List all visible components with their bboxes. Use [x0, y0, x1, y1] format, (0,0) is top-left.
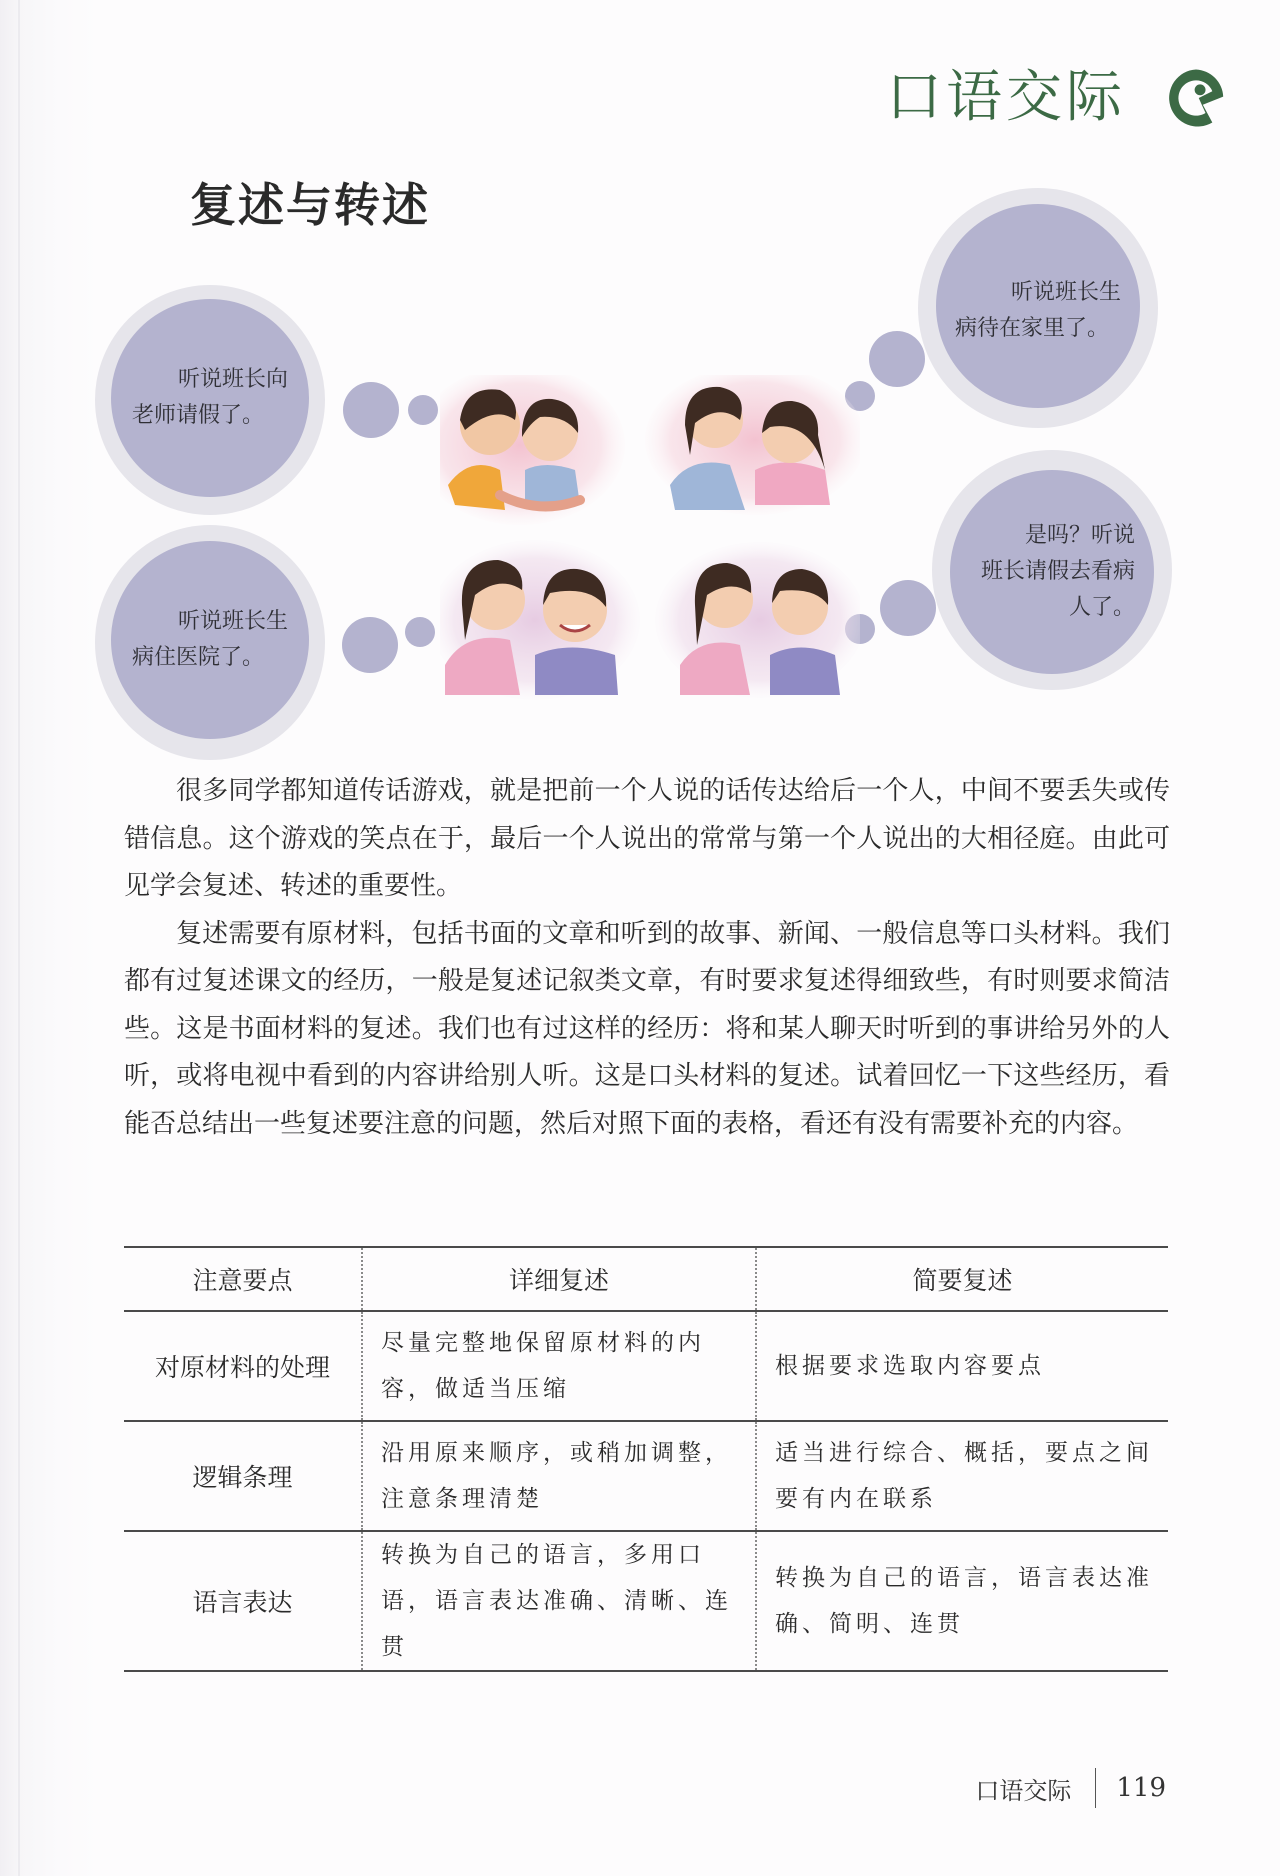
table-cell-detailed: 转换为自己的语言，多用口语，语言表达准确、清晰、连贯: [362, 1531, 756, 1671]
table-row: [124, 1531, 1168, 1671]
bubble-dot: [343, 382, 399, 438]
bubble-line: 病住医院了。: [132, 645, 265, 670]
table-row: [124, 1421, 1168, 1531]
section-header: [886, 58, 1230, 138]
speech-bubble-top-right: [918, 188, 1158, 428]
column-header: 注意要点: [124, 1247, 362, 1311]
panel-boy-whispers-to-girl: [440, 375, 625, 525]
bubble-line: 听说班长生: [177, 609, 288, 634]
bubble-line: 班长请假去看病人了。: [980, 559, 1135, 620]
footer-divider: [1095, 1768, 1096, 1808]
bubble-line: 听说班长向: [177, 367, 288, 392]
panel-girl-whispers-to-boy: [440, 540, 640, 700]
children-whispering-illustration: [440, 375, 860, 700]
table-cell-point: 语言表达: [124, 1531, 362, 1671]
page-number: 119: [1116, 1773, 1166, 1803]
speech-bubble-bottom-right: [932, 450, 1172, 690]
body-text: [124, 768, 1170, 1148]
bubble-line: 听说班长生: [1010, 280, 1121, 305]
bubble-line: 病待在家里了。: [955, 316, 1110, 341]
paragraph: 复述需要有原材料，包括书面的文章和听到的故事、新闻、一般信息等口头材料。我们都有过复述课文的经历，一般是复述记叙类文章，有时要求复述得细致些，有时则要求简洁些。这是书面材料的复述。我们也有过这样的经历：将和某人聊天时听到的事讲给另外的人听，或将电视中看到的内容讲给别人听。这是口头材料的复述。试着回忆一下这些经历，看能否总结出一些复述要注意的问题，然后对照下面的表格，看还有没有需要补充的内容。: [124, 918, 1170, 1139]
section-title: 口语交际: [886, 65, 1126, 130]
column-header: 详细复述: [362, 1247, 756, 1311]
table-cell-detailed: 尽量完整地保留原材料的内容，做适当压缩: [362, 1311, 756, 1421]
table-header-row: [124, 1247, 1168, 1311]
panel-girl-whispers-to-girl: [645, 375, 860, 515]
table-cell-brief: 适当进行综合、概括，要点之间要有内在联系: [756, 1421, 1168, 1531]
bubble-dot: [405, 617, 435, 647]
table-cell-detailed: 沿用原来顺序，或稍加调整，注意条理清楚: [362, 1421, 756, 1531]
speech-bubble-bottom-left: [95, 525, 325, 760]
table-cell-brief: 转换为自己的语言，语言表达准确、简明、连贯: [756, 1531, 1168, 1671]
column-header: 简要复述: [756, 1247, 1168, 1311]
bubble-dot: [869, 331, 925, 387]
footer-section-label: 口语交际: [975, 1776, 1072, 1805]
bubble-dot: [880, 580, 936, 636]
table-row: [124, 1311, 1168, 1421]
bubble-line: 是吗？听说: [1024, 523, 1135, 548]
speech-bubble-icon: [1162, 64, 1230, 132]
page-gutter-shadow: [0, 0, 100, 1876]
page-gutter-line: [18, 0, 20, 1876]
panel-girl-and-boy-smiling: [655, 542, 860, 698]
bubble-dot: [408, 395, 438, 425]
lesson-title: 复述与转述: [190, 178, 430, 232]
paragraph: 很多同学都知道传话游戏，就是把前一个人说的话传达给后一个人，中间不要丢失或传错信息。这个游戏的笑点在于，最后一个人说出的常常与第一个人说出的大相径庭。由此可见学会复述、转述的重要性。: [124, 776, 1170, 901]
bubble-dot: [342, 617, 398, 673]
bubble-line: 老师请假了。: [132, 403, 265, 428]
speech-bubble-top-left: [95, 285, 325, 515]
table-cell-brief: 根据要求选取内容要点: [756, 1311, 1168, 1421]
table-cell-point: 逻辑条理: [124, 1421, 362, 1531]
table-cell-point: 对原材料的处理: [124, 1311, 362, 1421]
retelling-comparison-table: [124, 1246, 1168, 1672]
page-footer: [975, 1763, 1166, 1813]
